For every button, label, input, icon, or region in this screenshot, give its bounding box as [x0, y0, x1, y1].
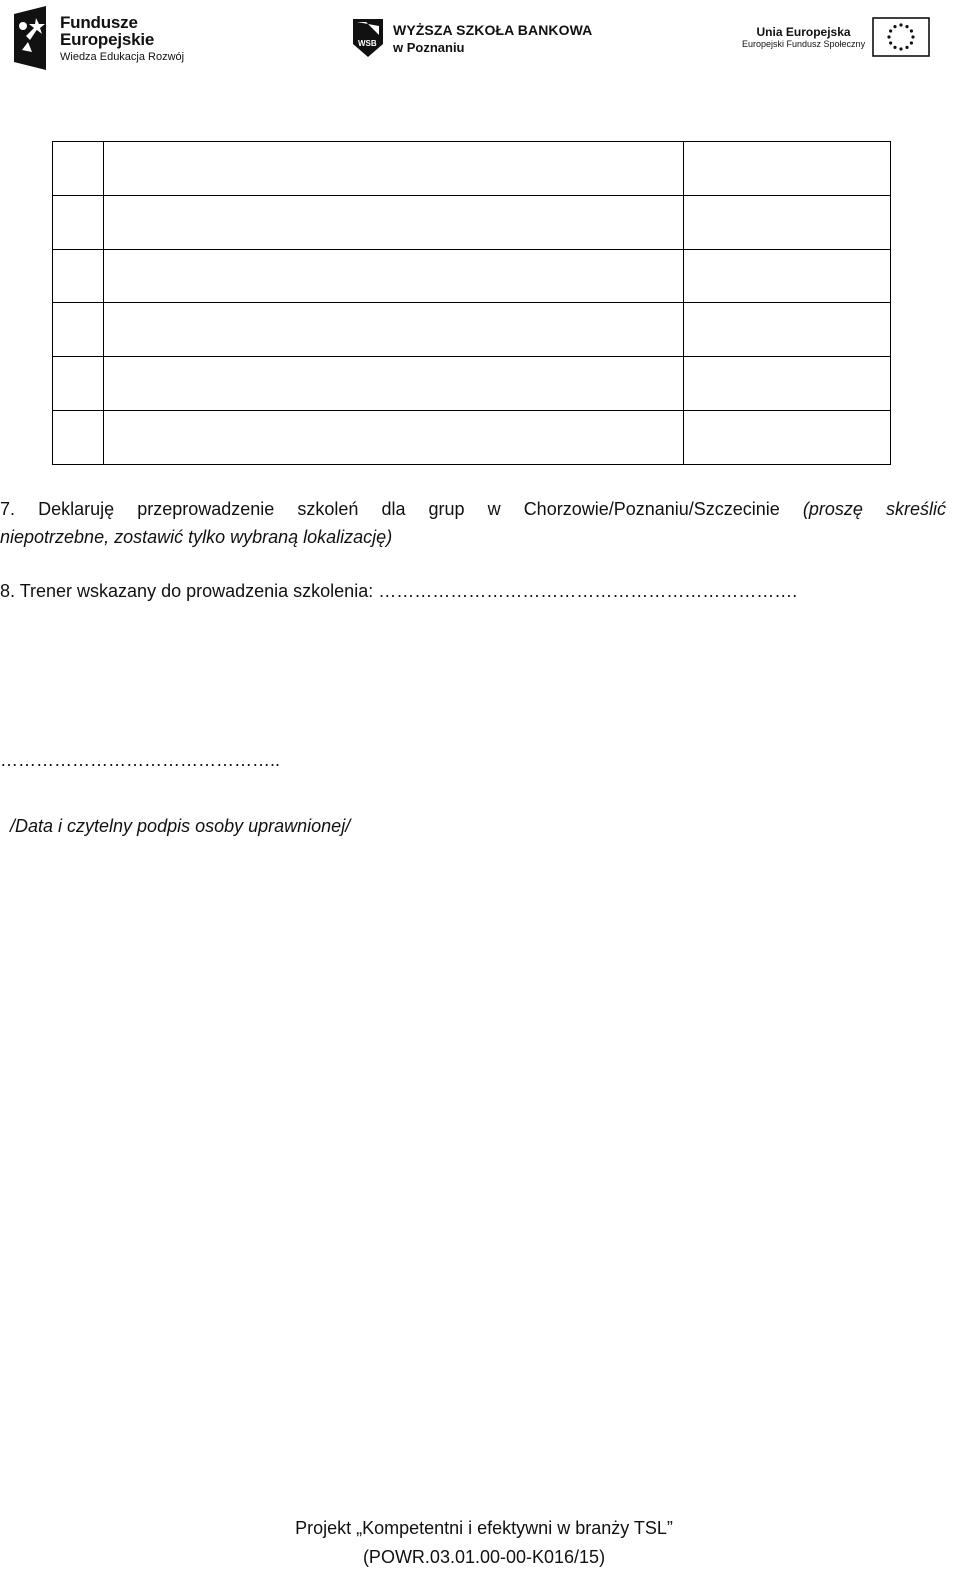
footer-project-name: Projekt „Kompetentni i efektywni w branży TSL”	[295, 1518, 673, 1538]
table-cell-description[interactable]	[104, 357, 684, 411]
table-cell-value[interactable]	[684, 195, 891, 249]
table-cell-number[interactable]	[53, 303, 104, 357]
wsb-logo-text	[393, 22, 592, 56]
fe-logo-line1: Fundusze	[60, 13, 138, 32]
fundusze-europejskie-logo-mark	[12, 6, 48, 70]
table-cell-number[interactable]	[53, 195, 104, 249]
fe-logo-line3: Wiedza Edukacja Rozwój	[60, 51, 185, 63]
signature-line[interactable]: ………………………………………..	[0, 750, 281, 770]
item-7-instruction: niepotrzebne, zostawić tylko wybraną lokalizację)	[0, 527, 393, 547]
table-cell-number[interactable]	[53, 142, 104, 196]
item-7-locations[interactable]: Chorzowie/Poznaniu/Szczecinie	[523, 499, 780, 519]
item-7-line1	[0, 495, 946, 523]
item-8-trainer-field[interactable]: 8. Trener wskazany do prowadzenia szkolenia: …………………………………………………………….	[0, 581, 798, 601]
item-7-instruction-word: skreślić	[885, 499, 946, 519]
wsb-logo-shield	[352, 18, 384, 58]
table-cell-value[interactable]	[684, 303, 891, 357]
table-row	[53, 142, 891, 196]
item-7-word: 7.	[0, 499, 16, 519]
page-footer	[0, 1514, 960, 1572]
eu-flag-icon	[872, 17, 930, 57]
fundusze-europejskie-logo-text	[60, 14, 184, 63]
table-row	[53, 195, 891, 249]
fe-logo-line2: Europejskie	[60, 30, 155, 49]
item-7-word: przeprowadzenie	[137, 499, 275, 519]
eu-logo-line1: Unia Europejska	[756, 25, 851, 39]
table-cell-description[interactable]	[104, 303, 684, 357]
table-cell-value[interactable]	[684, 249, 891, 303]
table-cell-description[interactable]	[104, 411, 684, 465]
wsb-logo-line2: w Poznaniu	[393, 39, 465, 55]
footer-project-code: (POWR.03.01.00-00-K016/15)	[362, 1547, 606, 1567]
table-row	[53, 303, 891, 357]
table-row	[53, 249, 891, 303]
item-7-line2	[0, 523, 946, 551]
item-7-word: grup	[428, 499, 465, 519]
signature-label: /Data i czytelny podpis osoby uprawnionej/	[10, 816, 351, 836]
table-cell-number[interactable]	[53, 249, 104, 303]
table-cell-value[interactable]	[684, 142, 891, 196]
table-cell-value[interactable]	[684, 357, 891, 411]
table-row	[53, 357, 891, 411]
item-7-word: dla	[381, 499, 406, 519]
table-row	[53, 411, 891, 465]
table-cell-description[interactable]	[104, 142, 684, 196]
item-7-word: w	[487, 499, 501, 519]
form-table	[52, 141, 891, 465]
item-7-word: szkoleń	[297, 499, 359, 519]
eu-logo-text	[742, 25, 865, 50]
item-7-word: Deklaruję	[38, 499, 115, 519]
eu-logo-line2: Europejski Fundusz Społeczny	[742, 39, 866, 50]
wsb-logo-line1: WYŻSZA SZKOŁA BANKOWA	[393, 22, 593, 38]
table-cell-description[interactable]	[104, 195, 684, 249]
item-7-instruction-word: (proszę	[802, 499, 863, 519]
table-cell-number[interactable]	[53, 411, 104, 465]
table-cell-value[interactable]	[684, 411, 891, 465]
wsb-logo-mark-text: WSB	[358, 39, 377, 48]
table-cell-number[interactable]	[53, 357, 104, 411]
table-cell-description[interactable]	[104, 249, 684, 303]
item-7-declaration	[0, 495, 946, 551]
